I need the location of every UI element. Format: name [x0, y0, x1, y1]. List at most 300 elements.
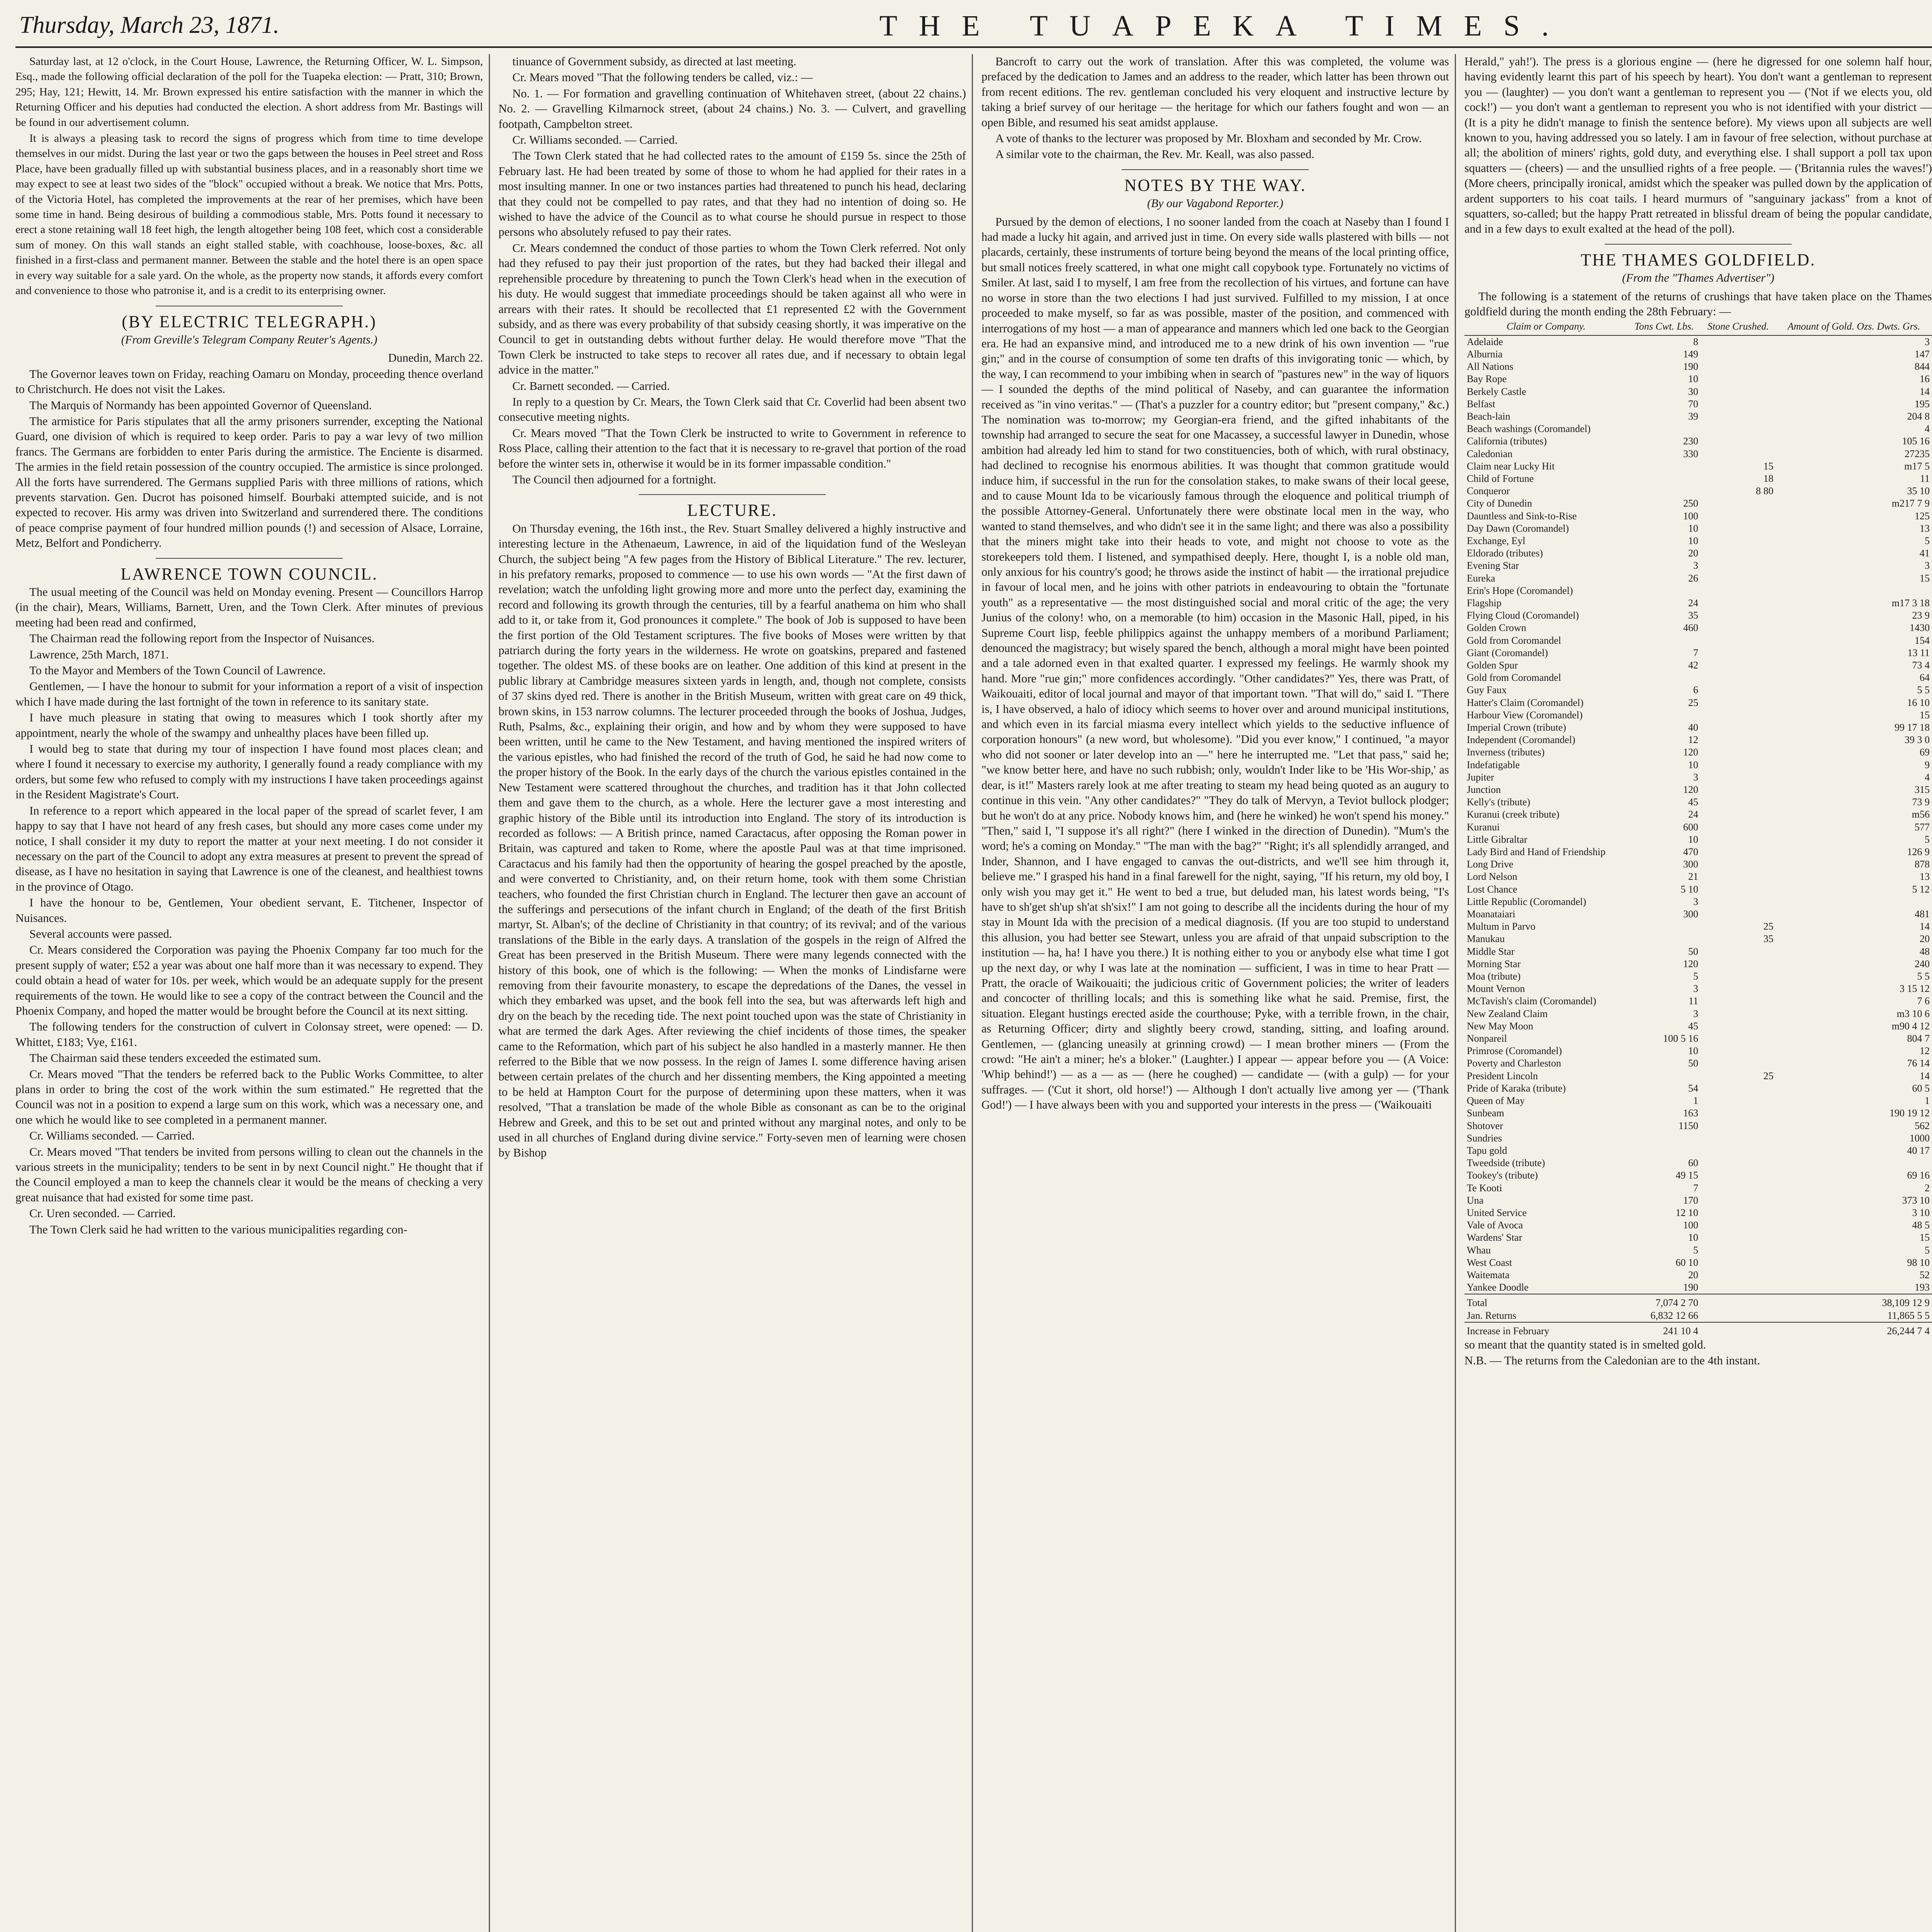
table-row	[1464, 721, 1932, 734]
table-cell: 147	[1915, 348, 1930, 360]
table-row	[1464, 920, 1932, 933]
table-cell: Long Drive	[1467, 859, 1514, 870]
table-cell	[1701, 995, 1776, 1007]
table-cell	[1701, 1294, 1776, 1309]
table-cell	[1628, 460, 1701, 473]
table-cell: 8 80	[1756, 485, 1774, 497]
table-cell	[1701, 497, 1776, 510]
crushing-returns-table	[1464, 320, 1932, 1337]
table-cell: 10	[1688, 1232, 1699, 1243]
telegraph-list	[15, 367, 483, 551]
table-cell: 193	[1915, 1282, 1930, 1293]
table-cell: 3 10	[1912, 1207, 1930, 1218]
section-heading: (BY ELECTRIC TELEGRAPH.)	[122, 312, 377, 331]
table-cell	[1701, 1082, 1776, 1095]
table-cell: Moanataiari	[1467, 908, 1515, 920]
table-cell: 5	[1693, 1244, 1699, 1256]
table-row	[1464, 734, 1932, 746]
table-cell: 39 3 0	[1905, 734, 1930, 746]
section-subheading: (By our Vagabond Reporter.)	[1147, 197, 1284, 210]
table-cell	[1701, 1219, 1776, 1231]
table-cell: 4	[1925, 423, 1930, 435]
table-cell: 1000	[1910, 1132, 1930, 1144]
table-row	[1464, 622, 1932, 634]
table-row	[1464, 796, 1932, 808]
table-cell: 460	[1683, 622, 1699, 634]
table-cell: Tweedside (tribute)	[1467, 1157, 1545, 1169]
table-row	[1464, 858, 1932, 871]
column-3	[981, 54, 1449, 1932]
table-cell: 3 15 12	[1900, 983, 1930, 995]
table-cell: 190 19 12	[1889, 1107, 1930, 1119]
table-cell: 15	[1920, 709, 1930, 721]
table-cell	[1701, 808, 1776, 821]
table-cell: 60 10	[1675, 1257, 1699, 1268]
table-cell: 13 11	[1907, 647, 1930, 658]
table-cell: New Zealand Claim	[1467, 1008, 1548, 1019]
table-cell	[1628, 1145, 1701, 1157]
table-cell: 39	[1688, 410, 1699, 422]
table-cell	[1776, 896, 1932, 908]
table-cell: 7,074 2 70	[1628, 1294, 1701, 1309]
council-report	[15, 585, 483, 1237]
table-cell	[1701, 1207, 1776, 1219]
table-cell	[1701, 858, 1776, 871]
table-cell	[1701, 647, 1776, 659]
paragraph: On Thursday evening, the 16th inst., the Rev. Stuart Smalley delivered a highly instructive and interesting lecture in the Athenaeum, Lawrence, in aid of the liquidation fund of the Wesleyan Church, the subject being "A few pages from the History of Biblical Literature." The rev. lecturer, in his prefatory remarks, proposed to commence — to use his own words — "At the first dawn of revelation; watch the unfolding light growing more and more unto the perfect day, examining the record and following its growth through the centuries, till by a fearful anathema on him who shall add to it, or take from it, God pronounces it complete." The book of Job is supposed to have been the first portion of the Old Testament scriptures. The five books of Moses were written by that patriarch during the forty years in the wilderness. He wrote on goatskins, prepared and fastened together. The oldest MS. of these books are on leather. One addition of this kind at present in the public library at Cambridge measures sixteen yards in length, and, though not complete, consists of 37 skins dyed red. There is another in the British Museum, written with great care on 49 thick, brown skins, in 153 narrow columns. The lecturer proceeded through the books of Joshua, Judges, Ruth, Psalms, &c., explaining their origin, and how and by whom they were supposed to have been written, until he came to the New Testament, and having mentioned the inspired writers of the various epistles, who had finished the record of the truth of God, he said he had now come to the proper history of the Book. In the early days of the church the various epistles contained in the New Testament were scattered throughout the churches, and tradition has it that John collected them and gave them to the church, as a whole. Here the lecturer gave a most interesting and graphic history of the Bible until its introduction into England. The story of its introduction is recorded as follows: — A British prince, named Caractacus, after opposing the Roman power in Britain, was captured and taken to Rome, where the apostle Paul was at that time imprisoned. Caractacus and his family had then the opportunity of hearing the gospel preached by the apostle, and were converted to Christianity, and, on their return home, took with them some Christian teachers, who founded the first Christian church in England. The lecturer then gave an account of the sufferings and persecutions of the infant church in England; of the death of the first British martyr, St. Alban's; of the decline of Christianity in that country; of its revival; and of the various translations of the Bible in the early days. A translation of the gospels in the reign of Alfred the Great has been preserved in the British Museum. There were many legends connected with the history of this book, one of which is the following: — When the monks of Lindisfarne were removing from their favourite monastery, to escape the depredations of the Danes, the vessel in which they embarked was upset, and the book fell into the sea, but was afterwards left high and dry on the beach by the receding tide. The next point touched upon was the state of Christianity in what are termed the dark Ages. After reviewing the chief incidents of those times, the speaker came to the Reformation, which part of his subject he also handled in a masterly manner. He then referred to the Bible that we now possess. In the reign of James I. some difference having arisen between certain prelates of the church and her dissenting members, the King appointed a meeting to be held at Hampton Court for the purpose of determining upon these matters, when it was resolved, "That a translation be made of the whole Bible as consonant as can be to the original Hebrew and Greek, and this to be set out and printed without any marginal notes, and only to be used in all churches of England during divine service." Forty-seven men of learning were chosen by Bishop	[498, 522, 966, 1160]
table-cell: 10	[1688, 373, 1699, 385]
table-cell: 120	[1683, 784, 1699, 796]
table-cell	[1701, 946, 1776, 958]
table-row	[1464, 995, 1932, 1007]
table-cell	[1701, 908, 1776, 920]
table-cell: 149	[1683, 348, 1699, 360]
table-cell: Belfast	[1467, 398, 1495, 410]
table-cell: 7	[1693, 647, 1699, 658]
table-cell: Te Kooti	[1467, 1182, 1502, 1194]
table-cell: Jan. Returns	[1467, 1310, 1517, 1321]
dateline: Dunedin, March 22.	[388, 351, 483, 365]
table-row	[1464, 597, 1932, 609]
table-cell: 69	[1920, 747, 1930, 758]
table-row	[1464, 1219, 1932, 1231]
table-cell	[1776, 585, 1932, 597]
table-cell: Bay Rope	[1467, 373, 1507, 385]
column-1	[15, 54, 483, 1932]
table-cell: 1	[1925, 1095, 1930, 1107]
table-cell: 10	[1688, 535, 1699, 546]
table-row	[1464, 547, 1932, 560]
table-row	[1464, 833, 1932, 846]
table-cell	[1701, 1169, 1776, 1182]
table-cell: 21	[1688, 871, 1699, 883]
table-cell: 100	[1683, 1219, 1699, 1231]
paragraph: The Council then adjourned for a fortnight.	[512, 473, 716, 486]
table-cell	[1701, 1057, 1776, 1070]
table-cell: Jupiter	[1467, 771, 1494, 783]
table-row	[1464, 908, 1932, 920]
table-cell	[1628, 485, 1701, 497]
table-cell: 20	[1688, 1269, 1699, 1281]
table-cell	[1701, 547, 1776, 560]
table-cell	[1701, 1281, 1776, 1294]
table-cell: Claim near Lucky Hit	[1467, 460, 1555, 472]
table-cell: 27235	[1905, 448, 1930, 459]
paragraph: The Chairman read the following report from the Inspector of Nuisances.	[29, 632, 375, 645]
table-cell: Waitemata	[1467, 1269, 1510, 1281]
election-paragraph: Saturday last, at 12 o'clock, in the Court House, Lawrence, the Returning Officer, W. L. Simpson, Esq., made the following official declaration of the poll for the Tuapeka election: — Pratt, 310; Brown, 295; Hay, 121; Hewitt, 14. Mr. Brown expressed his entire satisfaction with the manner in which the Returning Officer and his deputies had conducted the election. A short address from Mr. Bastings will be found in our advertisement column.	[15, 55, 483, 129]
notes-article-end: Herald," yah!'). The press is a glorious engine — (here he digressed for one solemn half hour, having evidently learnt this part of his speech by heart). You don't want a gentleman to represent you — (laughter) — you don't want a gentleman to represent you — ('Not if we elects you, old cock!') — you don't want a gentleman to represent you who is not identified with your district — (It is a pity he didn't manage to finish the sentence before). My views upon all subjects are well known to you, having addressed you so lately. I am in favour of free selection, without purchase at all; the abolition of miners' rights, gold duty, and everything else. I shall support a poll tax upon squatters — (cheers) — and the unsullied rights of a free people. — ('Britannia rules the waves!') (More cheers, principally ironical, amidst which the speaker was pulled down by the application of ardent supporters to his coat tails. I heard murmurs of "sanguinary jackass" from a knot of squatters, so-called; but the happy Pratt retreated in blissful dream of being the popular candidate, and in a few days to exult exalted at the head of the poll).	[1464, 55, 1932, 236]
table-row	[1464, 808, 1932, 821]
table-cell	[1701, 510, 1776, 522]
table-cell	[1701, 1157, 1776, 1169]
table-cell: m3 10 6	[1896, 1008, 1930, 1019]
table-row	[1464, 460, 1932, 473]
table-cell: 45	[1688, 1020, 1699, 1032]
table-cell	[1701, 1322, 1776, 1337]
table-cell: Kuranui (creek tribute)	[1467, 809, 1560, 820]
table-cell: 190	[1683, 1282, 1699, 1293]
table-row	[1464, 361, 1932, 373]
table-row	[1464, 672, 1932, 684]
table-row	[1464, 1194, 1932, 1207]
table-row	[1464, 946, 1932, 958]
table-cell: Kelly's (tribute)	[1467, 796, 1531, 808]
table-row	[1464, 572, 1932, 585]
paragraph: Cr. Mears condemned the conduct of those parties to whom the Town Clerk referred. Not only had they refused to pay their just proportion of the rates, but they had backed their illegal and reprehensible procedure by threatening to punch the Town Clerk's head when in the execution of his duty. He would suggest that immediate proceedings should be taken against all who were in arrears with their rates. It should be recollected that £1 represented £2 with the Government subsidy, and as there was every probability of that subsidy ceasing shortly, it was imperative on the Council to get in outstanding debts without further delay. He would therefore move "That the Town Clerk be instructed to take steps to recover all rates due, and if necessary to obtain legal advice in the matter."	[498, 241, 966, 377]
table-note: so meant that the quantity stated is in smelted gold.	[1464, 1338, 1706, 1351]
divider	[1605, 244, 1792, 245]
table-row	[1464, 1070, 1932, 1082]
table-cell: 11	[1688, 995, 1699, 1007]
table-row	[1464, 410, 1932, 423]
table-cell: City of Dunedin	[1467, 498, 1532, 509]
section-heading: NOTES BY THE WAY.	[1124, 175, 1306, 195]
table-row	[1464, 846, 1932, 858]
table-cell: 481	[1915, 908, 1930, 920]
table-cell: 195	[1915, 398, 1930, 410]
table-cell: 878	[1915, 859, 1930, 870]
table-cell	[1701, 983, 1776, 995]
table-cell: Mount Vernon	[1467, 983, 1525, 995]
peel-street-paragraph: It is always a pleasing task to record the signs of progress which from time to time develope themselves in our midst. During the last year or two the gaps between the houses in Peel street and Ross Place, have been gradually filled up with substantial business places, and in a reasonably short time we may expect to see at least two sides of the "block" occupied without a break. We notice that Mrs. Potts, of the Victoria Hotel, has completed the improvements at the rear of her premises, which have been some time in hand. Being desirous of building a commodious stable, Mrs. Potts found it necessary to erect a stone retaining wall 18 feet high, the length altogether being 108 feet, which cost a considerable sum of money. On this wall stands an eight stalled stable, with coachhouse, loose-boxes, &c. all finished in a first-class and permanent manner. Between the stable and the hotel there is an open space in every way suitable for a sale yard. On the whole, as the property now stands, it affords every comfort and convenience to those who patronise it, and is a credit to its enterprising owner.	[15, 132, 483, 297]
table-cell: 190	[1683, 361, 1699, 372]
table-cell: Morning Star	[1467, 958, 1521, 969]
table-cell	[1701, 1145, 1776, 1157]
table-row	[1464, 784, 1932, 796]
table-cell: Indefatigable	[1467, 759, 1520, 770]
table-cell	[1628, 634, 1701, 647]
table-row	[1464, 1145, 1932, 1157]
table-cell: 1430	[1910, 622, 1930, 634]
paragraph: To the Mayor and Members of the Town Council of Lawrence.	[29, 664, 326, 677]
table-cell: Beach washings (Coromandel)	[1467, 423, 1591, 435]
table-cell: 40 17	[1907, 1145, 1930, 1156]
table-cell: Flagship	[1467, 597, 1502, 609]
table-cell: Little Republic (Coromandel)	[1467, 896, 1587, 907]
table-cell: Berkely Castle	[1467, 386, 1526, 397]
table-cell	[1701, 622, 1776, 634]
paragraph: The Marquis of Normandy has been appointed Governor of Queensland.	[29, 398, 372, 412]
table-row	[1464, 1244, 1932, 1257]
table-cell: Giant (Coromandel)	[1467, 647, 1548, 658]
table-cell	[1701, 883, 1776, 896]
table-row	[1464, 933, 1932, 945]
paragraph: I have much pleasure in stating that owing to measures which I took shortly after my appointment, nearly the whole of the swampy and unhealthy places have been filled up.	[15, 711, 483, 740]
table-cell	[1701, 1032, 1776, 1045]
council-report-continued	[498, 54, 966, 487]
table-row	[1464, 709, 1932, 721]
table-row	[1464, 1269, 1932, 1281]
lecture-article-continued	[981, 54, 1449, 162]
table-cell: m56	[1912, 809, 1930, 820]
table-cell	[1628, 1070, 1701, 1082]
table-cell: Dauntless and Sink-to-Rise	[1467, 510, 1577, 522]
table-cell: m17 3 18	[1891, 597, 1930, 609]
goldfield-intro: The following is a statement of the returns of crushings that have taken place on the Thames goldfield during the month ending the 28th February: —	[1464, 289, 1932, 318]
table-cell: 100	[1683, 510, 1699, 522]
paragraph: Pursued by the demon of elections, I no sooner landed from the coach at Naseby than I found I had made a lucky hit again, and arrived just in time. On every side walls plastered with bills — not placards, certainly, these instruments of torture being beyond the means of the local printing office, but small notices freely scattered, in what one might call copybook type. Fortunately no victims of Smiler. At last, said I to myself, I am free from the recollection of his virtues, and fortune can have no worse in store than the two elections I had just survived. Fulfilled to my mission, I at once proceeded to make myself, so far as was possible, master of the position, and commenced with interrogations of my host — a man of appearance and manners which led one back to the Georgian era. He had an expansive mind, and introduced me to a new drink of his own invention — "rue gin;" and in the course of consumption of some ten drafts of this invigorating tonic — which, by the way, I can recommend to your imbibing when in search of "pastures new" in the way of liquors — I sounded the depths of the mind political of Naseby, and can guarantee the information received as "in vino veritas." — (That's a puzzler for a country editor; but "present company," &c.) The nomination was to-morrow; my Georgian-era friend, and the gifted inhabitants of the township had arranged to secure the seat for one Macassey, a successful lawyer in Dunedin, whose ambition had already led him to stand for two constituencies, both of which, with rural obstinacy, had declined to recognise his enormous abilities. It was thought that common gratitude would induce him, if successful in the run for the consolation stakes, to make swans of their local geese, and to cause Mount Ida to be vicariously famous through the eloquence and political triumph of the possible Attorney-General. Unfortunately there were obstinate local men in the way, who wanted to stand themselves, and who didn't see it in the same light; and there was also a possibility that the miners might take into their heads to vote, and might not choose to vote as the storekeepers told them. I listened, and sympathised deeply. Here, thought I, is a noble old man, only anxious for his country's good; he throws aside the instinct of habit — the irrational prejudice in favour of local men, and he joins with other patriots in endeavouring to obtain the "fortunate youth" as a representative — the most distinguished social and moral critic of the age; the very Junius of the colony! who, on a memorable (to him) occasion in the Masonic Hall, piped, in his Supreme Court lisp, feeble philippics against the unhappy members of a moribund Parliament; denounced the magistracy; but wisely spared the bench, although a moral might have been pointed and a tale adorned even in that exalted quarter. I expressed my feelings. He warmly shook my hand. More "rue gin;" more confidences accordingly. "Other candidates?" Yes, there was Pratt, of Waikouaiti, editor of local journal and mayor of that important town. "That will do," said I. "There is, I have observed, a halo of idiocy which seems to hover over and around municipal institutions, and which even in its farcial miasma every intellect which yields to the seductive influence of corporation honours" (a new word, but wholesome). "Did you ever know," I continued, "a mayor who did not sooner or later develop into an —" here he interrupted me. "Let that pass," said he; "we know better here, and have no such rubbish; only, wouldn't Inder like to be 'His Wor-ship,' as dear, is it!" Masters rarely look at me after treating to steam my head being quoted as an augury to continue in this vein. "Any other candidates?" "They do talk of Mervyn, a Teviot bullock plodger; but he won't do at any price. Nobody knows him, and (here he winked) he won't spend his money." "Then," said I, "I suppose it's all right?" (here I winked in the direction of Dunedin). "Mum's the word; he's a coming on Monday." "The man with the bag?" "Right; it's all splendidly arranged, and Inder, Shannon, and I have engaged to canvas the out-districts, and we'll see him through it, believe me." I grasped his hand in a final farewell for the night, saying, "If his return, my old boy, I only wish you may get it." He went to bed a true, but deluded man, his latest words being, "I's have to sh'get sh'up sh'at sh'six!" I am not going to describe all the incidents during the hour of my stay in Mount Ida with the precision of a medical diagnosis. (If you are too stupid to understand this allusion, you had better see Stewart, unless you are afraid of that unpaid subscription to the institution — ha, ha! I have you there.) It is nothing either to you or anybody else what time I got up the next day, or why I was late at the nomination — sufficient, I was in time to hear Pratt — Pratt, the oracle of Waikouaiti; the judicious critic of Government policies; the writer of leaders and concocter of thrilling locals; and this is something like what he said. Premise, first, the situation. Elegant hustings erected aside the courthouse; Pyke, with a terrible frown, in the chair, as Returning Officer; dirty and slightly beery crowd, standing, sitting, and loafing around. Gentlemen, — (glancing uneasily at grinning crowd) — I mean brother miners — (From the crowd: "He ain't a miner; he's a bloker." (Laughter.) I appear — appear before you — (A Voice: 'Whip behind!') — as a — as — (here he coughed) — candidate — (with a gulp) — for your suffrages. — ('Cut it short, old horse!') — Although I don't actually live among yer — ('Thank God!') — I have always been with you and supported your interests in the press — ('Waikouaiti	[981, 215, 1449, 1112]
table-cell: 241 10 4	[1628, 1322, 1701, 1337]
divider	[639, 494, 826, 495]
table-cell: 120	[1683, 958, 1699, 969]
paragraph: Cr. Williams seconded. — Carried.	[29, 1129, 195, 1143]
table-cell	[1701, 1194, 1776, 1207]
table-cell: Eureka	[1467, 572, 1495, 584]
table-row	[1464, 970, 1932, 983]
paragraph: The Town Clerk said he had written to the various municipalities regarding con-	[29, 1223, 408, 1236]
table-cell: Una	[1467, 1194, 1484, 1206]
divider	[1122, 169, 1309, 170]
table-cell: 3	[1925, 336, 1930, 347]
table-cell: 4	[1925, 771, 1930, 783]
table-cell: 12	[1920, 1045, 1930, 1057]
table-cell: Stone Crushed.	[1701, 320, 1776, 335]
table-cell: 5 10	[1680, 883, 1699, 895]
table-cell: Poverty and Charleston	[1467, 1058, 1561, 1069]
table-cell: Queen of May	[1467, 1095, 1525, 1107]
table-cell: 315	[1915, 784, 1930, 796]
table-cell: m90 4 12	[1891, 1020, 1930, 1032]
table-cell: West Coast	[1467, 1257, 1512, 1268]
table-cell	[1701, 1182, 1776, 1194]
table-cell	[1701, 572, 1776, 585]
table-cell	[1701, 398, 1776, 410]
table-cell: 100 5 16	[1663, 1033, 1699, 1044]
table-cell: Manukau	[1467, 933, 1505, 945]
table-cell	[1701, 896, 1776, 908]
table-row	[1464, 1082, 1932, 1095]
table-cell: 5	[1925, 535, 1930, 546]
column-4	[1464, 54, 1932, 1932]
table-cell: 7	[1693, 1182, 1699, 1194]
table-cell: 120	[1683, 747, 1699, 758]
table-cell: Beach-lain	[1467, 410, 1510, 422]
table-cell: Yankee Doodle	[1467, 1282, 1529, 1293]
table-cell: Independent (Coromandel)	[1467, 734, 1575, 746]
table-cell: California (tributes)	[1467, 435, 1547, 447]
table-cell: 9	[1925, 759, 1930, 770]
table-cell: Kuranui	[1467, 821, 1500, 833]
table-cell	[1701, 609, 1776, 622]
table-cell: Golden Spur	[1467, 659, 1518, 671]
notes-article	[981, 214, 1449, 1113]
table-cell: Junction	[1467, 784, 1501, 796]
table-cell: 98 10	[1907, 1257, 1930, 1268]
table-row	[1464, 1132, 1932, 1145]
table-cell: 41	[1920, 548, 1930, 559]
paragraph: Cr. Mears considered the Corporation was paying the Phoenix Company far too much for the present supply of water; £52 a year was about one half more than it was necessary to expend. They could obtain a head of water for 10s. per week, which would be an adequate supply for the present requirements of the town. He would like to see a copy of the contract between the Council and the Phoenix Company, and hoped the matter would be brought before the Council at its next sitting.	[15, 943, 483, 1017]
table-cell	[1701, 435, 1776, 447]
table-cell	[1701, 1269, 1776, 1281]
table-cell: 40	[1688, 722, 1699, 733]
table-row	[1464, 510, 1932, 522]
table-row	[1464, 1045, 1932, 1057]
table-cell: 10	[1688, 522, 1699, 534]
table-cell: 24	[1688, 597, 1699, 609]
table-cell: 50	[1688, 1058, 1699, 1069]
column-rule	[1455, 54, 1456, 1932]
table-cell: 45	[1688, 796, 1699, 808]
table-cell: 18	[1763, 473, 1774, 484]
section-heading: LAWRENCE TOWN COUNCIL.	[121, 564, 378, 583]
table-cell: 126 9	[1907, 846, 1930, 858]
table-cell: Erin's Hope (Coromandel)	[1467, 585, 1573, 596]
table-cell: 16 10	[1907, 697, 1930, 708]
table-cell: Whau	[1467, 1244, 1491, 1256]
table-cell: 48 5	[1912, 1219, 1930, 1231]
table-cell	[1701, 361, 1776, 373]
table-cell: 6	[1693, 684, 1699, 696]
table-cell	[1701, 1231, 1776, 1244]
paragraph: Gentlemen, — I have the honour to submit for your information a report of a visit of inspection which I have made during the last fortnight of the town in reference to its sanitary state.	[15, 680, 483, 708]
table-cell: 14	[1920, 386, 1930, 397]
table-cell: 35	[1763, 933, 1774, 945]
table-cell: 300	[1683, 908, 1699, 920]
table-cell: Shotover	[1467, 1120, 1503, 1131]
table-cell: Conqueror	[1467, 485, 1510, 497]
table-cell: 12	[1688, 734, 1699, 746]
table-cell: Pride of Karaka (tribute)	[1467, 1082, 1566, 1094]
table-row	[1464, 659, 1932, 672]
paragraph: A similar vote to the chairman, the Rev. Mr. Keall, was also passed.	[995, 148, 1315, 161]
table-cell	[1701, 1020, 1776, 1032]
paragraph: The Governor leaves town on Friday, reaching Oamaru on Monday, proceeding thence overland to Christchurch. He does not visit the Lakes.	[15, 367, 483, 396]
table-cell: 373 10	[1902, 1194, 1930, 1206]
table-cell: President Lincoln	[1467, 1070, 1538, 1082]
table-cell: Caledonian	[1467, 448, 1513, 459]
table-cell: Harbour View (Coromandel)	[1467, 709, 1583, 721]
table-cell: Tons Cwt. Lbs.	[1628, 320, 1701, 335]
table-cell: 3	[1693, 983, 1699, 995]
table-cell: Lady Bird and Hand of Friendship	[1467, 846, 1605, 858]
table-cell: 3	[1693, 771, 1699, 783]
table-cell: 1150	[1678, 1120, 1699, 1131]
table-cell: 64	[1920, 672, 1930, 684]
table-cell: Lord Nelson	[1467, 871, 1517, 883]
table-cell: m17 5	[1904, 460, 1930, 472]
table-cell: 20	[1920, 933, 1930, 945]
table-row	[1464, 373, 1932, 385]
table-cell: Inverness (tributes)	[1467, 747, 1545, 758]
table-cell: Wardens' Star	[1467, 1232, 1522, 1243]
table-cell: 35 10	[1907, 485, 1930, 497]
table-cell: Primrose (Coromandel)	[1467, 1045, 1562, 1057]
table-row	[1464, 473, 1932, 485]
table-cell: 1	[1693, 1095, 1699, 1107]
table-cell	[1701, 585, 1776, 597]
table-row	[1464, 771, 1932, 784]
lecture-article	[498, 521, 966, 1161]
table-cell: Moa (tribute)	[1467, 971, 1521, 982]
table-cell: 48	[1920, 946, 1930, 957]
paragraph: Bancroft to carry out the work of translation. After this was completed, the volume was prefaced by the dedication to James and an address to the reader, which latter has been thrown out from recent editions. The rev. gentleman concluded his very eloquent and instructive lecture by taking a brief survey of our heritage — the heritage for which our fathers fought and won — an open Bible, and resumed his seat amidst applause.	[981, 55, 1449, 129]
table-cell: Lost Chance	[1467, 883, 1517, 895]
table-cell: 16	[1920, 373, 1930, 385]
table-cell: 5	[1925, 833, 1930, 845]
table-cell: 470	[1683, 846, 1699, 858]
paragraph: The following tenders for the construction of culvert in Colonsay street, were opened: — D. Whittet, £183; Vye, £161.	[15, 1020, 483, 1049]
table-row	[1464, 609, 1932, 622]
table-cell: 5	[1693, 971, 1699, 982]
section-heading: THE THAMES GOLDFIELD.	[1580, 250, 1816, 269]
table-row	[1464, 386, 1932, 398]
table-row	[1464, 335, 1932, 348]
table-cell: 25	[1763, 921, 1774, 932]
table-cell: 170	[1683, 1194, 1699, 1206]
table-cell: Increase in February	[1464, 1322, 1628, 1337]
table-cell: 25	[1688, 697, 1699, 708]
table-cell: 42	[1688, 659, 1699, 671]
table-row	[1464, 958, 1932, 970]
table-cell	[1701, 970, 1776, 983]
table-cell: 26,244 7 4	[1776, 1322, 1932, 1337]
table-cell	[1701, 410, 1776, 423]
table-cell: Imperial Crown (tribute)	[1467, 722, 1566, 733]
table-cell: 3	[1693, 1008, 1699, 1019]
table-cell: 5	[1925, 1244, 1930, 1256]
table-cell	[1776, 1157, 1932, 1169]
table-cell	[1628, 920, 1701, 933]
table-cell: Flying Cloud (Coromandel)	[1467, 610, 1579, 621]
table-cell: Exchange, Eyl	[1467, 535, 1526, 546]
table-cell	[1701, 535, 1776, 547]
table-cell: 804 7	[1907, 1033, 1930, 1044]
table-cell	[1701, 335, 1776, 348]
paragraph: A vote of thanks to the lecturer was proposed by Mr. Bloxham and seconded by Mr. Crow.	[995, 132, 1422, 145]
table-cell: 562	[1915, 1120, 1930, 1131]
table-cell: 250	[1683, 498, 1699, 509]
table-cell: Hatter's Claim (Coromandel)	[1467, 697, 1584, 708]
table-cell	[1628, 473, 1701, 485]
table-cell: 11	[1920, 473, 1930, 484]
table-cell: 15	[1920, 1232, 1930, 1243]
table-cell: 105 16	[1902, 435, 1930, 447]
table-cell: 10	[1688, 759, 1699, 770]
table-cell: Alburnia	[1467, 348, 1503, 360]
paragraph: I have the honour to be, Gentlemen, Your obedient servant, E. Titchener, Inspector of Nuisances.	[15, 896, 483, 925]
table-cell	[1701, 796, 1776, 808]
table-row	[1464, 983, 1932, 995]
paragraph: Cr. Mears moved "That tenders be invited from persons willing to clean out the channels in the various streets in the municipality; tenders to be sent in by next Council night." He thought that if the Council employed a man to keep the channels clear it would be the means of checking a very great nuisance that had existed for some time past.	[15, 1145, 483, 1204]
table-row	[1464, 896, 1932, 908]
table-cell: 20	[1688, 548, 1699, 559]
table-cell	[1701, 734, 1776, 746]
paragraph: Cr. Barnett seconded. — Carried.	[512, 379, 670, 393]
table-cell	[1701, 672, 1776, 684]
table-cell: 330	[1683, 448, 1699, 459]
table-cell	[1701, 1257, 1776, 1269]
